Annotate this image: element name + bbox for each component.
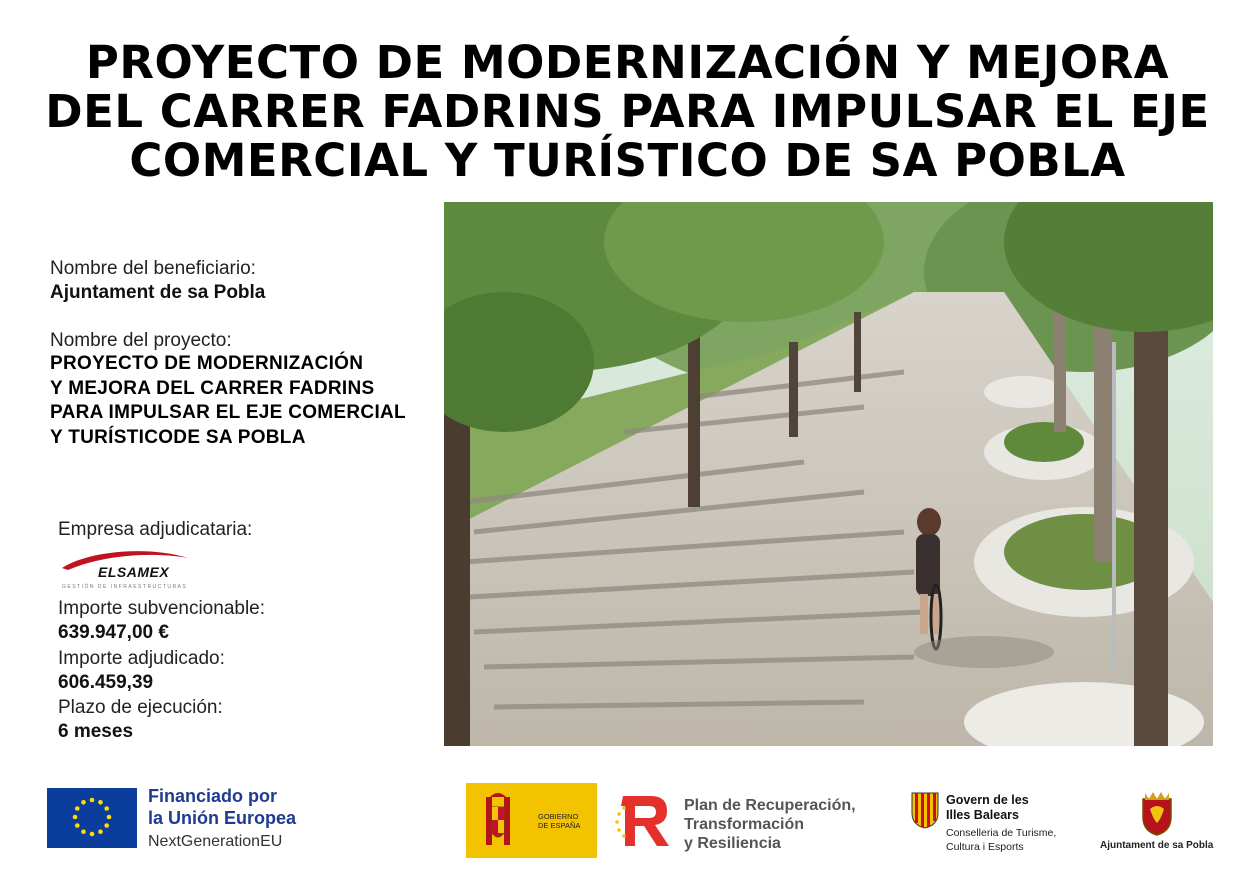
ajuntament-crest-icon bbox=[1135, 789, 1179, 837]
govern-sub-line-1: Conselleria de Turisme, bbox=[946, 827, 1057, 839]
project-line-3: PARA IMPULSAR EL EJE COMERCIAL bbox=[50, 402, 406, 423]
beneficiary-label: Nombre del beneficiario: bbox=[50, 258, 256, 279]
gobierno-line-1: GOBIERNO bbox=[538, 812, 579, 821]
govern-name bbox=[946, 793, 1029, 823]
title-line-2: DEL CARRER FADRINS PARA IMPULSAR EL EJE bbox=[45, 85, 1210, 138]
govern-sub-line-2: Cultura i Esports bbox=[946, 841, 1024, 853]
term-label: Plazo de ejecución: bbox=[58, 697, 223, 718]
project-name bbox=[50, 352, 406, 450]
elsamex-logo-subtitle: GESTIÓN DE INFRAESTRUCTURAS bbox=[62, 584, 188, 590]
govern-balears-shield-icon bbox=[910, 791, 940, 829]
title-line-3: COMERCIAL Y TURÍSTICO DE SA POBLA bbox=[129, 134, 1126, 187]
govern-subtitle bbox=[946, 826, 1056, 854]
eu-line-3: NextGenerationEU bbox=[148, 833, 283, 850]
elsamex-logo-text: ELSAMEX bbox=[98, 564, 170, 580]
prtr-logo-icon bbox=[613, 794, 677, 848]
street-rendering-image bbox=[444, 202, 1213, 746]
spain-coat-of-arms-icon bbox=[466, 783, 526, 858]
term-value: 6 meses bbox=[58, 721, 134, 742]
awarded-value: 606.459,39 bbox=[58, 672, 154, 693]
govern-line-2: Illes Balears bbox=[946, 808, 1019, 822]
subsidizable-label: Importe subvencionable: bbox=[58, 598, 266, 619]
awarded-label: Importe adjudicado: bbox=[58, 648, 225, 669]
page-title bbox=[30, 38, 1225, 185]
prtr-line-3: y Resiliencia bbox=[684, 835, 781, 852]
company-label: Empresa adjudicataria: bbox=[58, 519, 253, 540]
eu-flag-icon bbox=[47, 788, 137, 848]
prtr-line-2: Transformación bbox=[684, 816, 805, 833]
beneficiary-value: Ajuntament de sa Pobla bbox=[50, 282, 266, 303]
gobierno-line-2: DE ESPAÑA bbox=[538, 821, 581, 830]
ajuntament-name: Ajuntament de sa Pobla bbox=[1100, 840, 1214, 851]
project-line-2: Y MEJORA DEL CARRER FADRINS bbox=[50, 377, 375, 399]
project-line-4: Y TURÍSTICODE SA POBLA bbox=[50, 426, 306, 448]
prtr-text bbox=[684, 796, 856, 853]
title-line-1: PROYECTO DE MODERNIZACIÓN Y MEJORA bbox=[85, 36, 1170, 89]
govern-line-1: Govern de les bbox=[946, 793, 1029, 807]
project-label: Nombre del proyecto: bbox=[50, 330, 232, 351]
subsidizable-value: 639.947,00 € bbox=[58, 622, 169, 643]
gobierno-text bbox=[538, 812, 580, 830]
eu-line-1: Financiado por bbox=[148, 786, 278, 806]
prtr-line-1: Plan de Recuperación, bbox=[684, 797, 856, 814]
eu-line-2: la Unión Europea bbox=[148, 808, 297, 828]
project-line-1: PROYECTO DE MODERNIZACIÓN bbox=[50, 353, 364, 374]
